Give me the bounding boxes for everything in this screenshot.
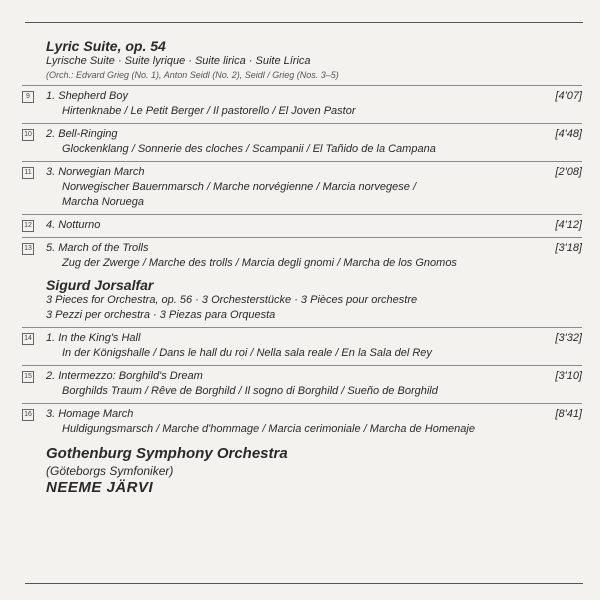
track-translation: Hirtenknabe / Le Petit Berger / Il pastorello / El Joven Pastor bbox=[62, 105, 356, 117]
bottom-rule bbox=[25, 583, 583, 584]
track-divider bbox=[22, 161, 582, 162]
track-title: 4. Notturno bbox=[46, 219, 101, 231]
sigurd-track-list bbox=[22, 327, 582, 437]
track-number-box: 15 bbox=[22, 371, 34, 383]
track-duration: [4'12] bbox=[555, 219, 582, 231]
track-duration: [3'32] bbox=[555, 332, 582, 344]
sigurd-subtitle-2: 3 Pezzi per orchestra · 3 Piezas para Orquesta bbox=[46, 309, 276, 321]
track-translation: Borghilds Traum / Rêve de Borghild / Il sogno di Borghild / Sueño de Borghild bbox=[62, 385, 438, 397]
track-translation: Huldigungsmarsch / Marche d'hommage / Marcia cerimoniale / Marcha de Homenaje bbox=[62, 423, 475, 435]
track-duration: [2'08] bbox=[555, 166, 582, 178]
track-number-box: 10 bbox=[22, 129, 34, 141]
track-title: 2. Bell-Ringing bbox=[46, 128, 118, 140]
track-divider bbox=[22, 403, 582, 404]
track-row bbox=[22, 165, 582, 210]
track-row bbox=[22, 241, 582, 271]
track-number-box: 12 bbox=[22, 220, 34, 232]
track-divider bbox=[22, 123, 582, 124]
track-translation: Marcha Noruega bbox=[62, 196, 144, 208]
sigurd-title: Sigurd Jorsalfar bbox=[46, 277, 154, 293]
track-number-box: 9 bbox=[22, 91, 34, 103]
track-duration: [4'07] bbox=[555, 90, 582, 102]
conductor-name: NEEME JÄRVI bbox=[46, 479, 154, 496]
orchestra-native-name: (Göteborgs Symfoniker) bbox=[46, 464, 174, 478]
track-translation: Norwegischer Bauernmarsch / Marche norvégienne / Marcia norvegese / bbox=[62, 181, 416, 193]
track-duration: [8'41] bbox=[555, 408, 582, 420]
booklet-content bbox=[22, 38, 582, 497]
track-duration: [3'10] bbox=[555, 370, 582, 382]
lyric-suite-title: Lyric Suite, op. 54 bbox=[46, 38, 166, 54]
track-number-box: 14 bbox=[22, 333, 34, 345]
track-row bbox=[22, 407, 582, 437]
track-title: 3. Norwegian March bbox=[46, 166, 145, 178]
track-title: 5. March of the Trolls bbox=[46, 242, 149, 254]
track-title: 1. In the King's Hall bbox=[46, 332, 141, 344]
track-row bbox=[22, 89, 582, 119]
track-title: 2. Intermezzo: Borghild's Dream bbox=[46, 370, 203, 382]
lyric-track-list bbox=[22, 85, 582, 271]
track-translation: Glockenklang / Sonnerie des cloches / Scampanii / El Tañido de la Campana bbox=[62, 143, 436, 155]
track-translation: Zug der Zwerge / Marche des trolls / Marcia degli gnomi / Marcha de los Gnomos bbox=[62, 257, 457, 269]
track-divider bbox=[22, 85, 582, 86]
track-row bbox=[22, 369, 582, 399]
track-divider bbox=[22, 327, 582, 328]
lyric-suite-orchestration-note: (Orch.: Edvard Grieg (No. 1), Anton Seidl (No. 2), Seidl / Grieg (Nos. 3–5) bbox=[46, 70, 339, 80]
top-rule bbox=[25, 22, 583, 23]
track-row bbox=[22, 331, 582, 361]
track-number-box: 16 bbox=[22, 409, 34, 421]
track-divider bbox=[22, 365, 582, 366]
track-duration: [3'18] bbox=[555, 242, 582, 254]
track-row bbox=[22, 127, 582, 157]
track-title: 1. Shepherd Boy bbox=[46, 90, 128, 102]
track-number-box: 11 bbox=[22, 167, 34, 179]
track-divider bbox=[22, 237, 582, 238]
sigurd-subtitle-1: 3 Pieces for Orchestra, op. 56 · 3 Orchesterstücke · 3 Pièces pour orchestre bbox=[46, 294, 418, 306]
track-translation: In der Königshalle / Dans le hall du roi / Nella sala reale / En la Sala del Rey bbox=[62, 347, 432, 359]
orchestra-name: Gothenburg Symphony Orchestra bbox=[46, 445, 288, 462]
track-number-box: 13 bbox=[22, 243, 34, 255]
track-duration: [4'48] bbox=[555, 128, 582, 140]
lyric-suite-translations: Lyrische Suite · Suite lyrique · Suite lirica · Suite Lírica bbox=[46, 55, 311, 67]
track-divider bbox=[22, 214, 582, 215]
track-title: 3. Homage March bbox=[46, 408, 134, 420]
track-row bbox=[22, 218, 582, 233]
